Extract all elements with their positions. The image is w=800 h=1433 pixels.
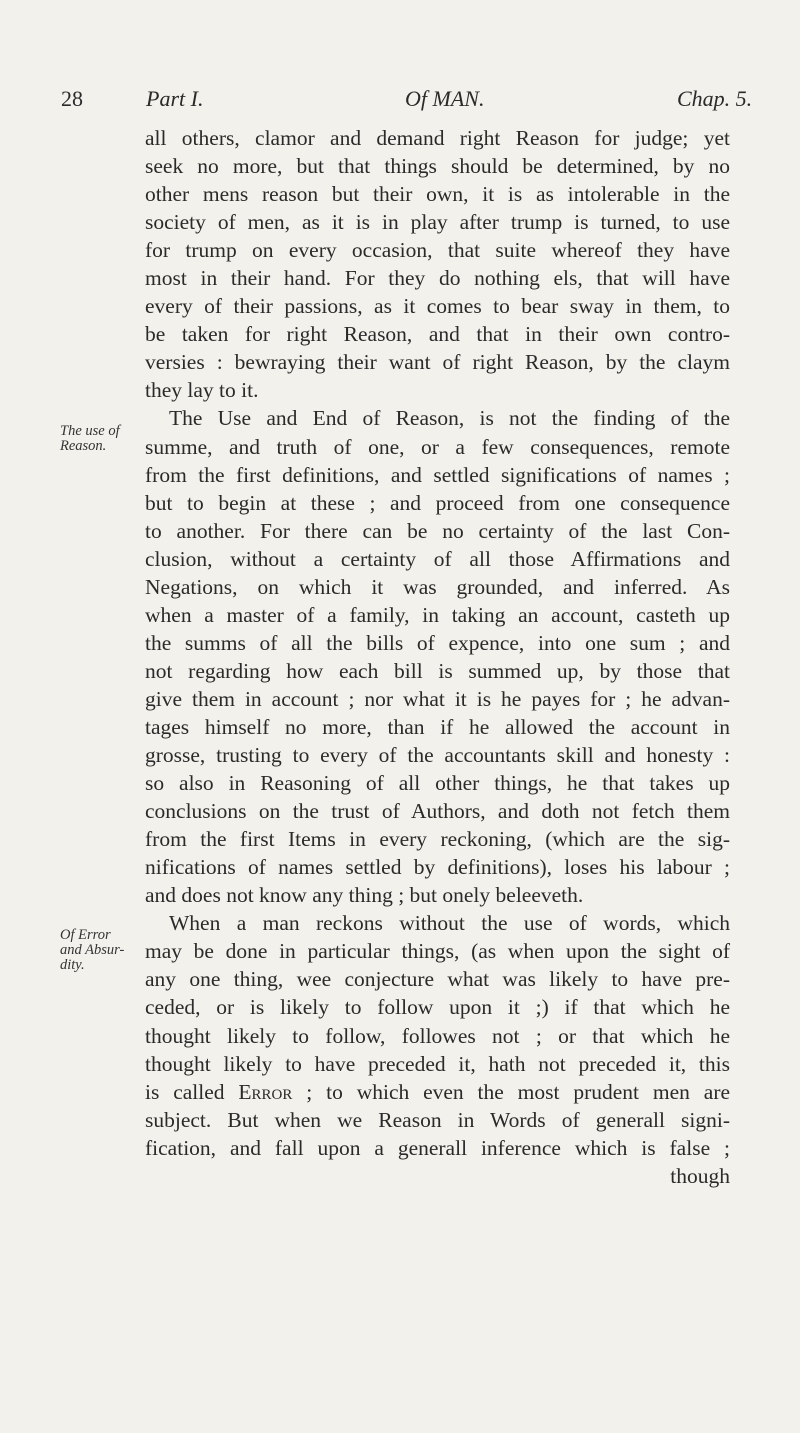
text-line: conclusions on the trust of Authors, and doth not fetch them [145, 799, 730, 824]
text-line: nifications of names settled by definitions), loses his labour ; [145, 855, 730, 880]
text-line [145, 1078, 730, 1106]
text-line: subject. But when we Reason in Words of generall signi- [145, 1107, 730, 1132]
text-line: The Use and End of Reason, is not the finding of the [169, 406, 730, 431]
running-title: Of MAN. [405, 86, 485, 111]
text-line: most in their hand. For they do nothing els, that will have [145, 266, 730, 291]
text-line: other mens reason but their own, it is as intolerable in the [145, 182, 730, 207]
body-text [145, 124, 730, 1190]
text-line: summe, and truth of one, or a few consequences, remote [145, 434, 730, 459]
text-line: all others, clamor and demand right Reason for judge; yet [145, 126, 730, 150]
text-line: when a master of a family, in taking an account, casteth up [145, 602, 730, 627]
margin-note-line: and Absur- [60, 942, 125, 958]
margin-note-error-absurdity [60, 928, 140, 973]
text-line: thought likely to follow, followes not ; or that which he [145, 1023, 730, 1048]
text-line: be taken for right Reason, and that in their own contro- [145, 322, 730, 347]
text-line: from the first Items in every reckoning, (which are the sig- [145, 827, 730, 852]
catchword: though [670, 1163, 730, 1188]
text-line: from the first definitions, and settled significations of names ; [145, 462, 730, 487]
text-line: give them in account ; nor what it is he payes for ; he advan- [145, 686, 730, 711]
text-line: grosse, trusting to every of the accountants skill and honesty : [145, 743, 730, 768]
text-line: they lay to it. [145, 378, 259, 403]
text-line: tages himself no more, than if he allowed the account in [145, 714, 730, 739]
text-line: clusion, without a certainty of all those Affirmations and [145, 546, 730, 571]
text-line: not regarding how each bill is summed up, by those that [145, 658, 730, 683]
text-line: thought likely to have preceded it, hath not preceded it, this [145, 1051, 730, 1076]
text-line: When a man reckons without the use of words, which [169, 911, 730, 936]
text-line: seek no more, but that things should be determined, by no [145, 154, 730, 179]
part-label: Part I. [146, 86, 204, 111]
text-line: to another. For there can be no certainty of the last Con- [145, 518, 730, 543]
margin-note-line: dity. [60, 957, 85, 973]
margin-note-line: Reason. [60, 438, 107, 454]
chapter-label: Chap. 5. [677, 86, 753, 111]
running-header [0, 86, 800, 116]
text-line: for trump on every occasion, that suite whereof they have [145, 238, 730, 263]
margin-note-line: Of Error [60, 927, 111, 943]
text-line: Negations, on which it was grounded, and inferred. As [145, 574, 730, 599]
text-line: ceded, or is likely to follow upon it ;) if that which he [145, 995, 730, 1020]
text-line: and does not know any thing ; but onely beleeveth. [145, 883, 584, 908]
text-line: every of their passions, as it comes to bear sway in them, to [145, 294, 730, 319]
text-line: may be done in particular things, (as when upon the sight of [145, 939, 730, 964]
text-line: so also in Reasoning of all other things, he that takes up [145, 771, 730, 796]
term-error: Error [238, 1079, 293, 1104]
text-line: the summs of all the bills of expence, into one sum ; and [145, 630, 730, 655]
text-line: but to begin at these ; and proceed from one consequence [145, 490, 730, 515]
text-fragment: is called [145, 1079, 225, 1104]
text-line: any one thing, wee conjecture what was likely to have pre- [145, 967, 730, 992]
text-line: versies : bewraying their want of right Reason, by the claym [145, 350, 730, 375]
text-line: society of men, as it is in play after trump is turned, to use [145, 210, 730, 235]
margin-note-use-of-reason [60, 424, 140, 454]
page-number: 28 [61, 86, 83, 111]
margin-note-line: The use of [60, 423, 120, 439]
text-line: fication, and fall upon a generall inference which is false ; [145, 1135, 730, 1160]
text-fragment: ; to which even the most prudent men are [306, 1079, 731, 1104]
